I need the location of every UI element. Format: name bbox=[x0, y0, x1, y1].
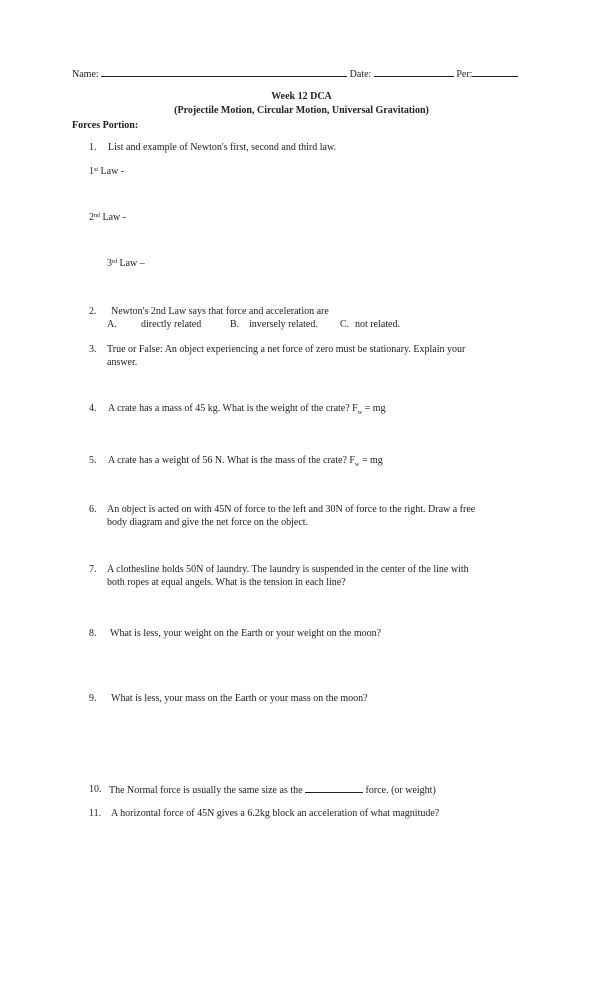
third-law-label bbox=[107, 256, 145, 270]
second-law-label bbox=[89, 210, 126, 224]
formula: = mg bbox=[362, 403, 386, 414]
first-law-label bbox=[89, 164, 124, 178]
question-text: A crate has a weight of 56 N. What is the mass of the crate? F bbox=[108, 455, 355, 466]
question-text: What is less, your weight on the Earth or your weight on the moon? bbox=[110, 628, 382, 639]
law-suffix: rd bbox=[112, 259, 117, 265]
choice-c-text: not related. bbox=[355, 319, 400, 330]
question-text: List and example of Newton's first, second and third law. bbox=[108, 142, 337, 153]
question-number: 3. bbox=[89, 344, 97, 355]
subscript: w bbox=[357, 410, 363, 416]
question-text: Newton's 2nd Law says that force and acceleration are bbox=[111, 306, 329, 317]
question-number: 1. bbox=[89, 142, 97, 153]
question-6-line2: body diagram and give the net force on the object. bbox=[107, 517, 309, 528]
question-text: A clothesline holds 50N of laundry. The laundry is suspended in the center of the line with bbox=[107, 564, 469, 575]
subscript: w bbox=[354, 462, 360, 468]
question-number: 5. bbox=[89, 455, 97, 466]
choice-b-text: inversely related. bbox=[249, 319, 318, 330]
law-suffix: nd bbox=[94, 213, 100, 219]
question-number: 7. bbox=[89, 564, 97, 575]
question-number: 8. bbox=[89, 628, 97, 639]
date-field[interactable] bbox=[374, 68, 454, 77]
question-7-line2: both ropes at equal angels. What is the tension in each line? bbox=[107, 577, 346, 588]
question-text: A crate has a mass of 45 kg. What is the weight of the crate? F bbox=[108, 403, 358, 414]
question-3-line2: answer. bbox=[107, 357, 138, 368]
question-text: True or False: An object experiencing a net force of zero must be stationary. Explain your bbox=[107, 344, 466, 355]
per-field[interactable] bbox=[472, 68, 518, 77]
formula: = mg bbox=[359, 455, 383, 466]
question-text: What is less, your mass on the Earth or your mass on the moon? bbox=[111, 693, 368, 704]
choice-a-text: directly related bbox=[141, 319, 202, 330]
law-label: Law - bbox=[98, 166, 125, 177]
header-line bbox=[72, 68, 518, 81]
question-number: 6. bbox=[89, 504, 97, 515]
name-field[interactable] bbox=[101, 68, 347, 77]
question-number: 11. bbox=[89, 808, 102, 819]
question-number: 9. bbox=[89, 693, 97, 704]
law-label: Law – bbox=[117, 258, 145, 269]
page-title: Week 12 DCA bbox=[271, 91, 332, 102]
choice-b-letter: B. bbox=[230, 319, 240, 330]
question-text: An object is acted on with 45N of force to the left and 30N of force to the right. Draw a free bbox=[107, 504, 476, 515]
choice-a-letter: A. bbox=[107, 319, 117, 330]
question-number: 4. bbox=[89, 403, 97, 414]
law-label: Law - bbox=[100, 212, 127, 223]
question-text-end: force. (or weight) bbox=[363, 785, 436, 796]
question-number: 2. bbox=[89, 306, 97, 317]
question-text: The Normal force is usually the same size as the bbox=[109, 785, 303, 796]
page-subtitle: (Projectile Motion, Circular Motion, Universal Gravitation) bbox=[174, 105, 429, 116]
section-heading: Forces Portion: bbox=[72, 120, 139, 131]
name-label: Name: bbox=[72, 69, 99, 80]
choice-c-letter: C. bbox=[340, 319, 350, 330]
law-number: 3 bbox=[107, 258, 112, 269]
law-number: 2 bbox=[89, 212, 94, 223]
answer-blank[interactable] bbox=[305, 784, 363, 793]
question-number: 10. bbox=[89, 784, 102, 795]
law-suffix: st bbox=[94, 167, 99, 173]
date-label: Date: bbox=[349, 69, 372, 80]
law-number: 1 bbox=[89, 166, 94, 177]
question-text: A horizontal force of 45N gives a 6.2kg block an acceleration of what magnitude? bbox=[111, 808, 440, 819]
per-label: Per: bbox=[456, 69, 473, 80]
